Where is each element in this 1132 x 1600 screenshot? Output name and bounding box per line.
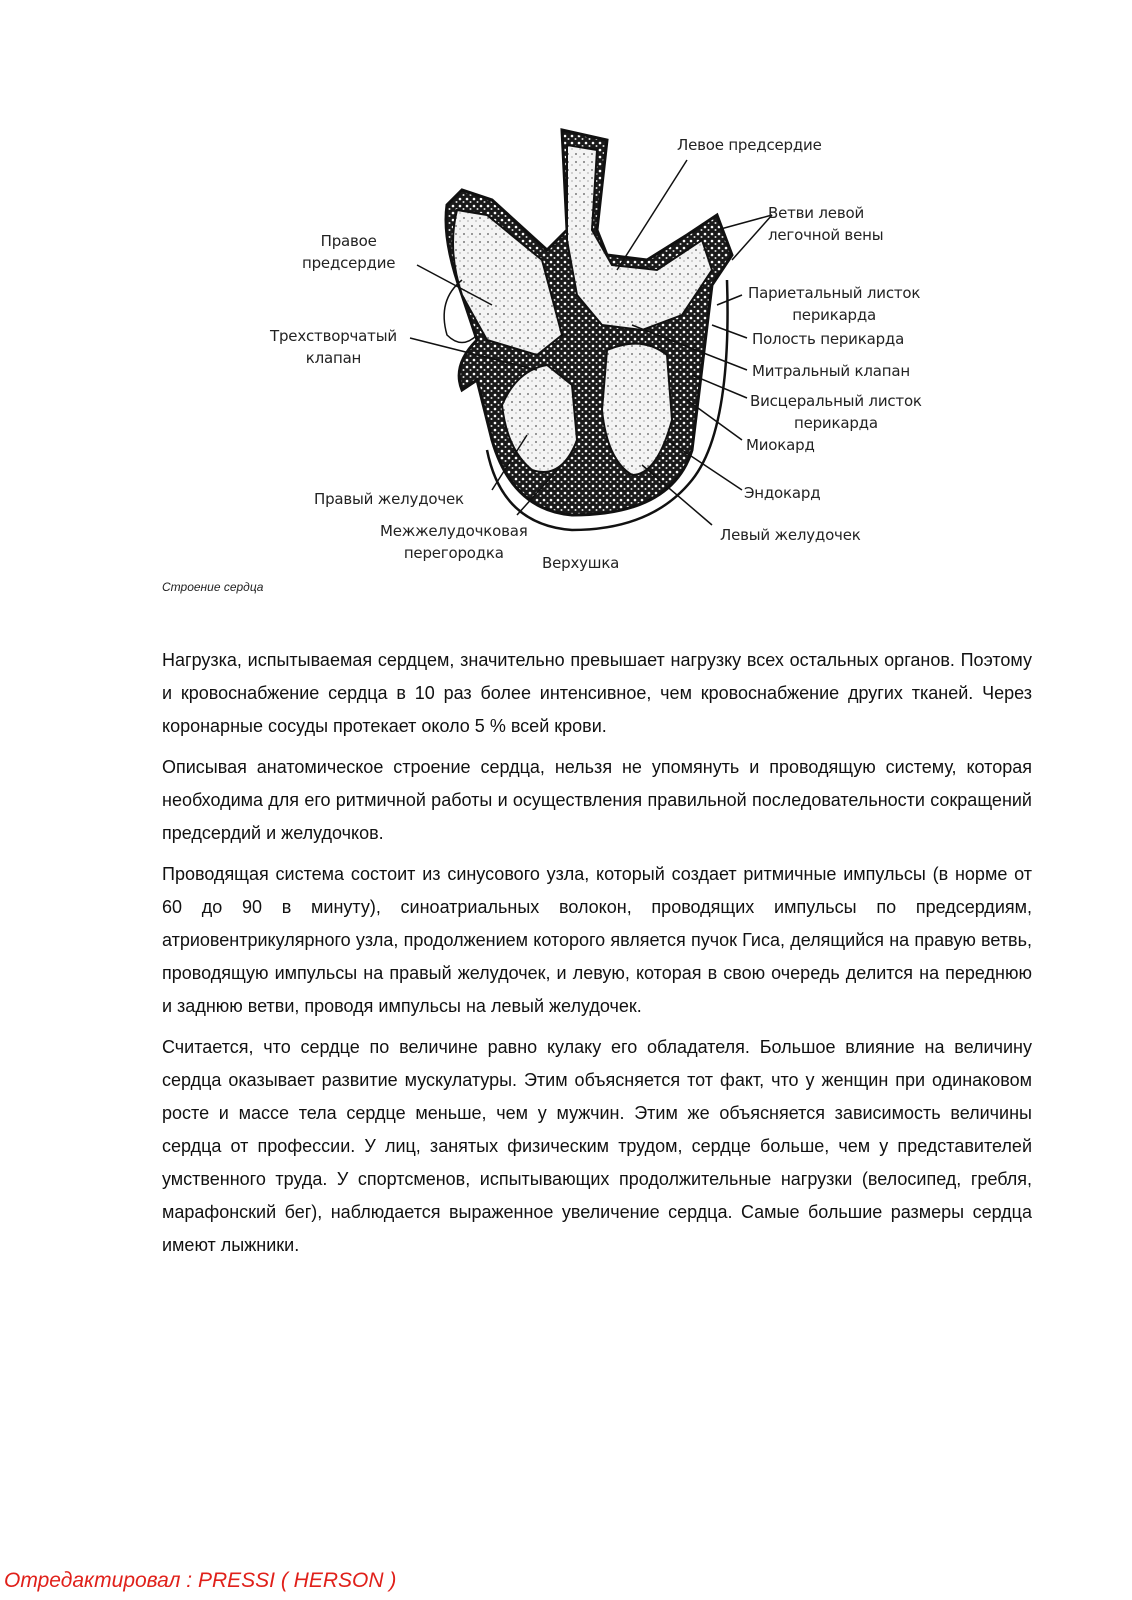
figure-caption: Строение сердца [162,580,264,594]
editor-credit: Отредактировал : PRESSI ( HERSON ) [4,1569,397,1592]
label-tricuspid-valve: Трехстворчатый клапан [270,327,397,367]
label-septum: Межжелудочковая перегородка [380,522,528,562]
article-body [162,644,1032,1270]
paragraph: Нагрузка, испытываемая сердцем, значительно превышает нагрузку всех остальных органов. Поэтому и кровоснабжение сердца в 10 раз более интенсивное, чем кровоснабжение других тканей. Через коронарные сосуды протекает около 5 % всей крови. [162,650,1032,736]
label-left-ventricle: Левый желудочек [720,526,861,544]
label-endocardium: Эндокард [744,484,821,502]
label-apex: Верхушка [542,554,620,572]
label-right-ventricle: Правый желудочек [314,490,464,508]
label-right-atrium: Правое предсердие [302,232,396,272]
label-visceral-pericardium: Висцеральный листок перикарда [750,392,922,432]
paragraph: Считается, что сердце по величине равно кулаку его обладателя. Большое влияние на величину сердца оказывает развитие мускулатуры. Этим объясняется тот факт, что у женщин при одинаковом росте и массе тела сердце меньше, чем у мужчин. Этим же объясняется зависимость величины сердца от профессии. У лиц, занятых физическим трудом, сердце больше, чем у представителей умственного труда. У спортсменов, испытывающих продолжительные нагрузки (велосипед, гребля, марафонский бег), наблюдается выраженное увеличение сердца. Самые большие размеры сердца имеют лыжники. [162,1037,1032,1255]
label-pericardial-cavity: Полость перикарда [752,330,905,348]
label-myocardium: Миокард [746,436,815,454]
paragraph: Описывая анатомическое строение сердца, нельзя не упомянуть и проводящую систему, которая необходима для его ритмичной работы и осуществления правильной последовательности сокращений предсердий и желудочков. [162,757,1032,843]
heart-diagram [262,120,962,590]
label-left-atrium: Левое предсердие [677,136,822,154]
label-parietal-pericardium: Париетальный листок перикарда [748,284,921,324]
paragraph: Проводящая система состоит из синусового узла, который создает ритмичные импульсы (в норме от 60 до 90 в минуту), синоатриальных волокон, проводящих импульсы по предсердиям, атриовентрикулярного узла, продолжением которого является пучок Гиса, делящийся на правую ветвь, проводящую импульсы на правый желудочек, и левую, которая в свою очередь делится на переднюю и заднюю ветви, проводя импульсы на левый желудочек. [162,864,1032,1016]
label-pulmonary-veins: Ветви левой легочной вены [768,204,884,244]
label-mitral-valve: Митральный клапан [752,362,910,380]
